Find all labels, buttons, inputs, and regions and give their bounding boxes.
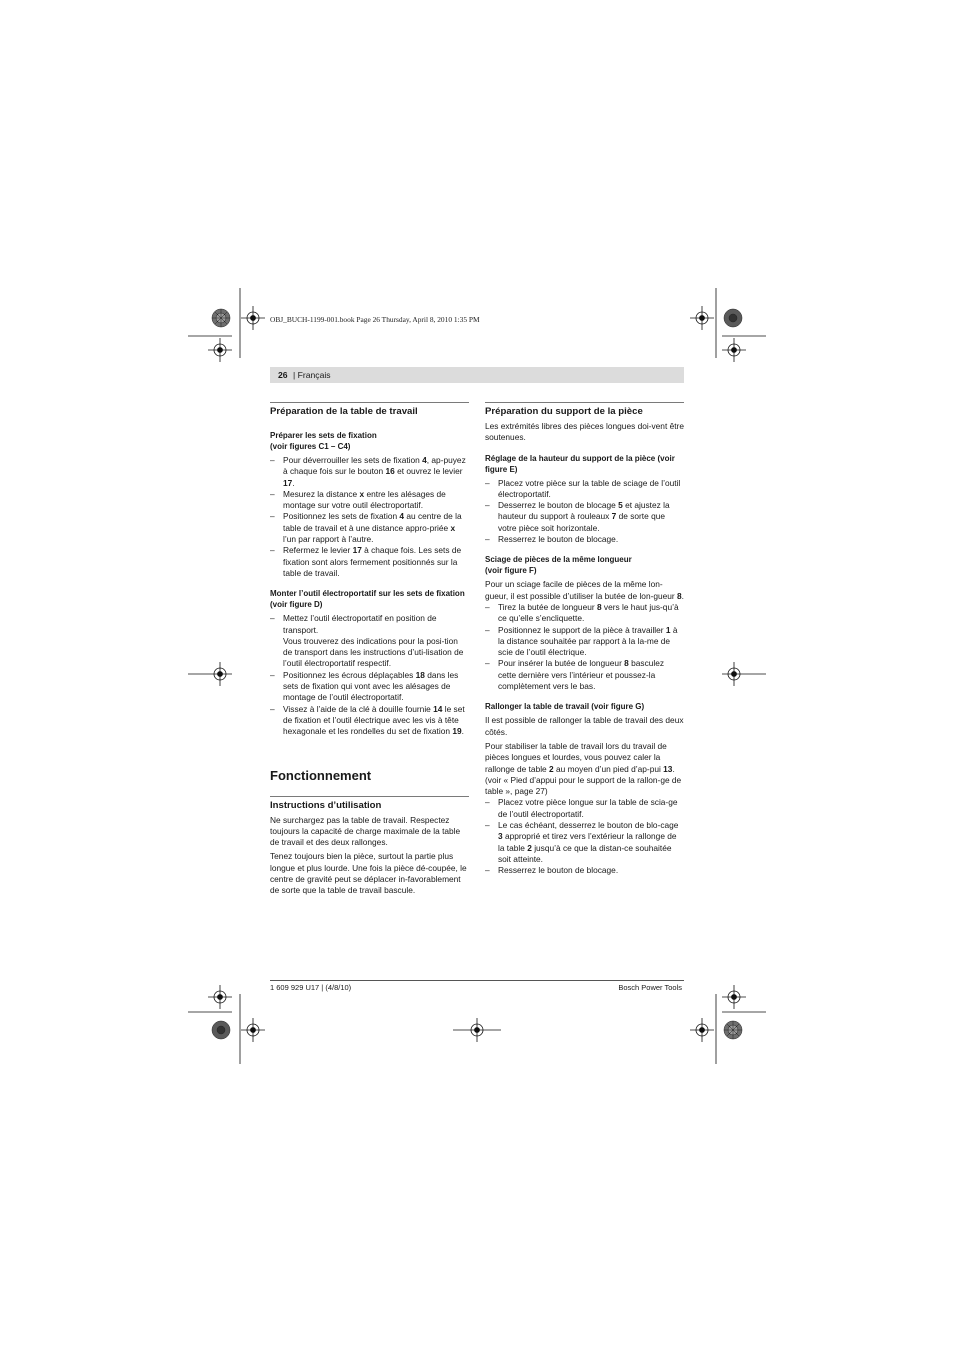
heading-support: Préparation du support de la pièce bbox=[485, 402, 684, 418]
list-item: – Vissez à l’aide de la clé à douille fournie 14 le set de fixation et l’outil électrique avec les vis à tête hexagonale et les rondelles du set de fixation 19. bbox=[270, 704, 469, 738]
heading-extend: Rallonger la table de travail (voir figure G) bbox=[485, 702, 645, 712]
list-mount bbox=[270, 613, 469, 737]
paragraph-support: Les extrémités libres des pièces longues doi-vent être soutenues. bbox=[485, 421, 684, 443]
list-item: – Pour insérer la butée de longueur 8 basculez cette dernière vers l’intérieur et poussez-la complètement vers le bas. bbox=[485, 658, 684, 692]
paragraph-instructions-1: Ne surchargez pas la table de travail. Respectez toujours la capacité de charge maximale de la table de travail et des deux rallonges. bbox=[270, 814, 461, 848]
list-extend bbox=[485, 797, 684, 876]
list-height bbox=[485, 478, 684, 546]
page-header bbox=[270, 367, 684, 383]
list-sets bbox=[270, 455, 469, 579]
heading-fonctionnement: Fonctionnement bbox=[270, 767, 372, 783]
paragraph-instructions-2: Tenez toujours bien la pièce, surtout la partie plus longue et plus lourde. Une fois la pièce dé-coupée, le centre de gravité peut se déplacer in-favorablement de sorte que la table de travail bascule. bbox=[270, 851, 467, 896]
footer-doc-number: 1 609 929 U17 | (4/8/10) bbox=[270, 983, 352, 992]
paragraph-extend-3: (voir « Pied d’appui pour le support de la rallon-ge de table », page 27) bbox=[485, 774, 682, 797]
list-item: – Resserrez le bouton de blocage. bbox=[485, 865, 684, 876]
heading-sets-line1: Préparer les sets de fixation bbox=[270, 431, 377, 440]
footer-rule bbox=[270, 980, 684, 981]
heading-prep-table: Préparation de la table de travail bbox=[270, 402, 469, 418]
slug-line: OBJ_BUCH-1199-001.book Page 26 Thursday, April 8, 2010 1:35 PM bbox=[270, 315, 480, 324]
list-item: – Placez votre pièce longue sur la table de scia-ge de l’outil électroportatif. bbox=[485, 797, 684, 820]
heading-same-line1: Sciage de pièces de la même longueur bbox=[485, 555, 632, 565]
footer-brand: Bosch Power Tools bbox=[618, 983, 682, 992]
paragraph-extend-2: Pour stabiliser la table de travail lors du travail de pièces longues et lourdes, vous pouvez caler la rallonge de table 2 au moyen d’un pied d’ap-pui 13. bbox=[485, 740, 675, 774]
paragraph-extend-1: Il est possible de rallonger la table de travail des deux côtés. bbox=[485, 715, 684, 737]
heading-height: Réglage de la hauteur du support de la pièce (voir figure E) bbox=[485, 453, 675, 474]
heading-mount: Monter l’outil électroportatif sur les sets de fixation (voir figure D) bbox=[270, 589, 465, 610]
list-same bbox=[485, 602, 684, 692]
heading-instructions: Instructions d’utilisation bbox=[270, 796, 469, 812]
list-item: – Refermez le levier 17 à chaque fois. Les sets de fixation sont alors fermement positionnés sur la table de travail. bbox=[270, 545, 469, 579]
list-item: Vous trouverez des indications pour la posi-tion de transport dans les instructions d’uti-lisation de l’outil électroportatif respectif. bbox=[283, 635, 464, 669]
list-item: – Placez votre pièce sur la table de sciage de l’outil électroportatif. bbox=[485, 478, 684, 501]
list-item: – Desserrez le bouton de blocage 5 et ajustez la hauteur du support à rouleaux 7 de sorte que votre pièce soit horizontale. bbox=[485, 500, 684, 534]
left-column bbox=[270, 402, 469, 897]
list-item: – Positionnez le support de la pièce à travailler 1 à la distance souhaitée par rapport à la la-me de scie de l’outil électrique. bbox=[485, 625, 684, 659]
list-item: – Tirez la butée de longueur 8 vers le haut jus-qu’à ce qu’elle s’encliquette. bbox=[485, 602, 684, 625]
list-item: – Positionnez les écrous déplaçables 18 dans les sets de fixation qui vont avec les alésages de montage de l’outil électroportatif. bbox=[270, 670, 469, 704]
list-item: – Mesurez la distance x entre les alésages de montage sur votre outil électroportatif. bbox=[270, 489, 469, 512]
list-item: – Positionnez les sets de fixation 4 au centre de la table de travail et à une distance appro-priée x l’un par rapport à l’autre. bbox=[270, 511, 469, 545]
list-item: – Resserrez le bouton de blocage. bbox=[485, 534, 684, 545]
right-column bbox=[485, 402, 684, 877]
list-item: – Pour déverrouiller les sets de fixation 4, ap-puyez à chaque fois sur le bouton 16 et ouvrez le levier 17. bbox=[270, 455, 469, 489]
page-number: 26 bbox=[278, 370, 288, 380]
list-item: – Le cas échéant, desserrez le bouton de blo-cage 3 approprié et tirez vers l’extérieur la rallonge de la table 2 jusqu’à ce que la distan-ce souhaitée soit atteinte. bbox=[485, 820, 684, 865]
section-name: | Français bbox=[293, 370, 331, 380]
heading-same-line2: (voir figure F) bbox=[485, 566, 537, 576]
paragraph-same: Pour un sciage facile de pièces de la même lon-gueur, il est possible d’utiliser la butée de lon-gueur 8. bbox=[485, 579, 684, 601]
heading-sets-line2: (voir figures C1 – C4) bbox=[270, 442, 351, 451]
list-item: – Mettez l’outil électroportatif en position de transport. bbox=[270, 613, 469, 636]
